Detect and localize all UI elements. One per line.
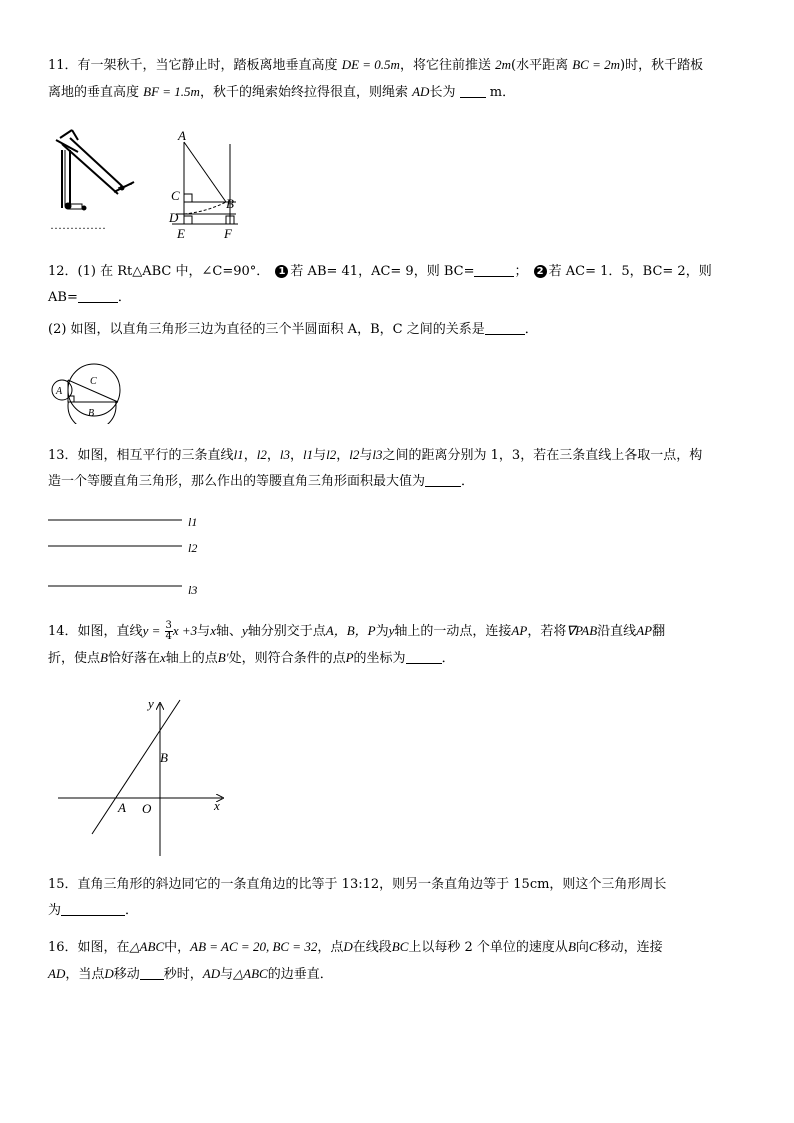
question-12 (48, 259, 760, 343)
circled-number-2: 2 (534, 265, 547, 278)
q13-line1: 13．如图，相互平行的三条直线l1，l2，l3，l1与l2，l2与l3之间的距离分别为 1，3，若在三条直线上各取一点，构 (48, 447, 703, 463)
label-a: A (178, 128, 186, 143)
answer-blank[interactable] (485, 320, 525, 335)
label-c: C (171, 188, 180, 203)
q11-line2: 离地的垂直高度 BF = 1.5m，秋千的绳索始终拉得很直，则绳索 AD长为 m． (48, 84, 516, 100)
answer-blank[interactable] (140, 965, 164, 980)
q12-semicircle-figure (48, 360, 134, 424)
segment-ab (184, 142, 226, 202)
label-origin: O (142, 801, 152, 816)
q13-line2: 造一个等腰直角三角形，那么作出的等腰直角三角形面积最大值为 ． (48, 474, 475, 489)
q14-coordinate-figure (56, 696, 236, 866)
answer-blank[interactable] (425, 472, 461, 487)
answer-blank[interactable] (78, 288, 118, 303)
label-a: A (56, 386, 63, 397)
question-15 (48, 872, 760, 924)
q12-line3: (2) 如图，以直角三角形三边为直径的三个半圆面积 A，B，C 之间的关系是 ． (48, 322, 538, 337)
q16-line2: AD，当点D移动 秒时，AD与△ABC的边垂直． (48, 966, 333, 982)
q15-line2: 为 ． (48, 903, 139, 918)
question-16 (48, 934, 760, 988)
label-point-b: B (160, 750, 168, 765)
question-13 (48, 442, 760, 495)
q12-line1: 12．(1) 在 Rt△ABC 中，∠C=90°． 1 若 AB= 41，AC= 9，则 BC= ； 2 若 AC= 1．5，BC= 2，则 (48, 264, 712, 279)
question-14 (48, 618, 760, 672)
label-y-axis: y (148, 696, 154, 711)
label-e: E (177, 226, 185, 240)
label-l3: l3 (188, 583, 198, 597)
q11-line1: 11．有一架秋千，当它静止时，踏板离地垂直高度 DE = 0.5m，将它往前推送 2m(水平距离 BC = 2m)时，秋千踏板 (48, 57, 704, 73)
line-ab (92, 700, 180, 834)
right-angle-c (184, 194, 192, 202)
label-b: B (88, 408, 95, 419)
ground-dots: ·············· (50, 221, 106, 235)
label-d: D (169, 210, 179, 225)
circled-number-1: 1 (275, 265, 288, 278)
answer-blank[interactable] (460, 83, 486, 98)
swing-illustration (48, 128, 140, 236)
q11-geometry-figure (166, 128, 256, 240)
q13-parallel-lines (48, 508, 208, 600)
label-l2: l2 (188, 541, 198, 555)
q16-line1: 16．如图，在△ABC中，AB = AC = 20, BC = 32，点D在线段BC上以每秒 2 个单位的速度从B向C移动，连接 (48, 939, 663, 955)
fraction-three-quarters: $\frac{3}{4}$ (165, 620, 172, 642)
right-angle-e (184, 216, 192, 224)
q14-line2: 折，使点B恰好落在x轴上的点B′处，则符合条件的点P的坐标为 ． (48, 650, 455, 666)
label-b: B (226, 196, 234, 211)
question-11 (48, 52, 760, 106)
q15-line1: 15．直角三角形的斜边同它的一条直角边的比等于 13:12，则另一条直角边等于 15cm，则这个三角形周长 (48, 877, 667, 892)
answer-blank[interactable] (474, 262, 514, 277)
q14-line1: 14．如图，直线y = $\frac{3}{4}$ x +3与x轴、y轴分别交于点A，B，P为y轴上的一动点，连接AP，若将∇PAB沿直线AP翻 (48, 620, 666, 642)
swing-arc (184, 202, 226, 214)
label-c: C (90, 376, 97, 387)
label-f: F (224, 226, 232, 240)
label-point-a: A (118, 800, 126, 815)
label-l1: l1 (188, 515, 198, 529)
answer-blank[interactable] (61, 901, 125, 916)
answer-blank[interactable] (406, 649, 442, 664)
q12-line2: AB= ． (48, 290, 131, 305)
label-x-axis: x (214, 798, 220, 813)
